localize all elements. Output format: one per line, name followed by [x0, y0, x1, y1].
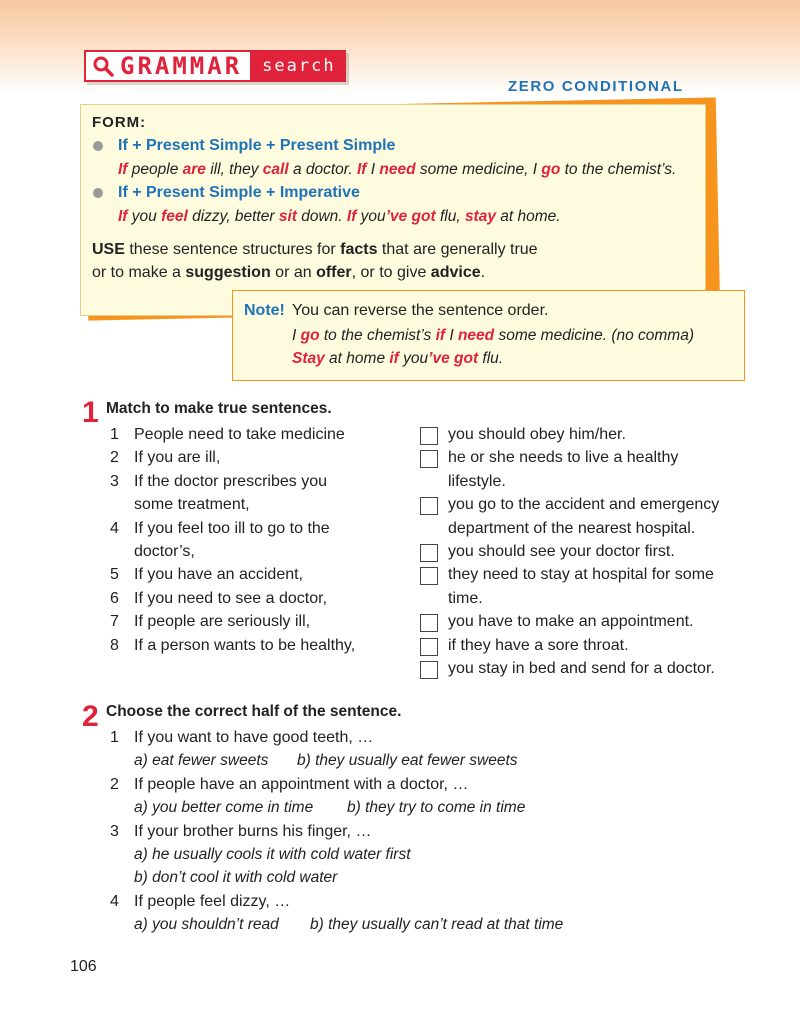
- q1-option-a[interactable]: a) eat fewer sweets: [134, 752, 269, 769]
- exercise-2-title: Choose the correct half of the sentence.: [106, 703, 402, 720]
- ex1-right-line: you should obey him/her.: [448, 426, 626, 443]
- ex1-left-line: If you feel too ill to go to the: [134, 519, 330, 537]
- bullet-1: [93, 141, 103, 151]
- ex1-left-number: 4: [110, 519, 119, 537]
- ex1-right-line: you have to make an appointment.: [448, 613, 694, 631]
- match-checkbox[interactable]: [420, 497, 438, 515]
- text-segment: down.: [296, 208, 347, 225]
- q4-number: 4: [110, 893, 119, 910]
- text-segment: you: [356, 208, 386, 225]
- note-text: You can reverse the sentence order.: [292, 302, 549, 319]
- highlight-word: call: [262, 161, 289, 178]
- ex1-left-line: If a person wants to be healthy,: [134, 636, 356, 654]
- highlight-word: If: [346, 208, 357, 225]
- bold-word: suggestion: [185, 264, 271, 281]
- q2-option-b[interactable]: b) they try to come in time: [347, 799, 526, 816]
- ex1-right-line: you go to the accident and emergency: [448, 496, 720, 514]
- q1-text: If you want to have good teeth, …: [134, 729, 374, 746]
- form-label: FORM:: [92, 114, 147, 131]
- bold-word: offer: [316, 264, 352, 281]
- text-segment: I: [366, 161, 380, 178]
- note-label: Note!: [244, 302, 285, 319]
- exercise-1-number: 1: [82, 396, 99, 429]
- q4-option-b[interactable]: b) they usually can’t read at that time: [310, 916, 564, 933]
- ex1-left-number: 1: [110, 426, 119, 443]
- use-line-1: [92, 238, 538, 261]
- highlight-word: feel: [161, 208, 188, 225]
- grammar-word: GRAMMAR: [120, 52, 243, 80]
- match-checkbox[interactable]: [420, 567, 438, 585]
- match-checkbox[interactable]: [420, 638, 438, 656]
- highlight-word: go: [541, 161, 561, 178]
- magnifier-icon: [92, 55, 114, 77]
- ex1-left-number: 7: [110, 613, 119, 631]
- highlight-word: If: [118, 161, 128, 178]
- highlight-word: sit: [278, 208, 297, 225]
- note-example-1: [292, 327, 694, 345]
- text-segment: ill, they: [205, 161, 263, 178]
- text-segment: or an: [270, 264, 317, 281]
- highlight-word: if: [389, 350, 399, 367]
- q2-text: If people have an appointment with a doctor, …: [134, 776, 469, 793]
- bold-word: USE: [92, 241, 125, 258]
- q3-text: If your brother burns his finger, …: [134, 823, 372, 840]
- text-segment: you: [398, 350, 429, 367]
- page-number: 106: [70, 958, 97, 975]
- highlight-word: are: [182, 161, 206, 178]
- note-example-2: [292, 350, 503, 368]
- ex1-left-line: If people are seriously ill,: [134, 613, 311, 631]
- q1-number: 1: [110, 729, 119, 746]
- grammar-label-box: [84, 50, 252, 82]
- q4-text: If people feel dizzy, …: [134, 893, 291, 910]
- ex1-left-number: 2: [110, 449, 119, 467]
- text-segment: at home: [324, 350, 390, 367]
- ex1-right-line: they need to stay at hospital for some: [448, 566, 714, 584]
- text-segment: dizzy, better: [187, 208, 279, 225]
- q2-option-a[interactable]: a) you better come in time: [134, 799, 314, 816]
- bullet-2: [93, 188, 103, 198]
- text-segment: to the chemist’s.: [560, 161, 677, 178]
- ex1-left-number: 5: [110, 566, 119, 584]
- ex1-right-line: department of the nearest hospital.: [448, 519, 696, 537]
- ex1-left-line: People need to take medicine: [134, 426, 345, 443]
- exercise-1-title: Match to make true sentences.: [106, 400, 332, 417]
- ex1-left-line: If you have an accident,: [134, 566, 303, 584]
- match-checkbox[interactable]: [420, 450, 438, 468]
- ex1-right-line: time.: [448, 589, 483, 607]
- ex1-left-line: some treatment,: [134, 496, 250, 514]
- topic-title: ZERO CONDITIONAL: [508, 78, 684, 95]
- grammar-search-header: [84, 50, 346, 82]
- ex1-left-line: If the doctor prescribes you: [134, 472, 327, 490]
- ex1-left-line: If you are ill,: [134, 449, 221, 467]
- text-segment: at home.: [495, 208, 561, 225]
- use-line-2: [92, 261, 485, 284]
- highlight-word: if: [435, 327, 446, 344]
- q1-option-b[interactable]: b) they usually eat fewer sweets: [297, 752, 518, 769]
- highlight-word: need: [457, 327, 495, 344]
- ex1-left-number: 8: [110, 636, 119, 654]
- match-checkbox[interactable]: [420, 427, 438, 445]
- rule-1-example: [118, 161, 676, 179]
- search-word: search: [252, 50, 345, 82]
- text-segment: I: [445, 327, 458, 344]
- q3-number: 3: [110, 823, 119, 840]
- text-segment: a doctor.: [288, 161, 357, 178]
- text-segment: some medicine. (no comma): [494, 327, 694, 344]
- ex1-right-line: you stay in bed and send for a doctor.: [448, 660, 715, 677]
- ex1-right-line: you should see your doctor first.: [448, 543, 675, 560]
- text-segment: that are generally true: [377, 241, 538, 258]
- highlight-word: ’ve got: [385, 208, 436, 225]
- text-segment: .: [480, 264, 486, 281]
- match-checkbox[interactable]: [420, 614, 438, 632]
- highlight-word: go: [300, 327, 320, 344]
- q3-option-a[interactable]: a) he usually cools it with cold water first: [134, 846, 411, 863]
- exercise-2-number: 2: [82, 700, 99, 733]
- text-segment: , or to give: [351, 264, 431, 281]
- rule-2: If + Present Simple + Imperative: [118, 184, 360, 201]
- text-segment: I: [292, 327, 301, 344]
- highlight-word: ’ve got: [428, 350, 479, 367]
- q4-option-a[interactable]: a) you shouldn’t read: [134, 916, 279, 933]
- text-segment: some medicine, I: [415, 161, 542, 178]
- highlight-word: Stay: [292, 350, 325, 367]
- highlight-word: If: [118, 208, 128, 225]
- q2-number: 2: [110, 776, 119, 793]
- highlight-word: If: [357, 161, 367, 178]
- text-segment: flu,: [435, 208, 465, 225]
- match-checkbox[interactable]: [420, 661, 438, 679]
- ex1-left-number: 3: [110, 472, 119, 490]
- ex1-right-line: if they have a sore throat.: [448, 636, 629, 654]
- text-segment: flu.: [478, 350, 504, 367]
- text-segment: these sentence structures for: [124, 241, 341, 258]
- text-segment: or to make a: [92, 264, 186, 281]
- text-segment: to the chemist’s: [319, 327, 436, 344]
- highlight-word: stay: [464, 208, 496, 225]
- bold-word: advice: [430, 264, 481, 281]
- ex1-left-number: 6: [110, 589, 119, 607]
- text-segment: people: [127, 161, 183, 178]
- text-segment: you: [127, 208, 162, 225]
- ex1-right-line: he or she needs to live a healthy: [448, 449, 679, 467]
- ex1-left-line: If you need to see a doctor,: [134, 589, 328, 607]
- q3-option-b[interactable]: b) don’t cool it with cold water: [134, 869, 338, 886]
- bold-word: facts: [340, 241, 378, 258]
- rule-2-example: [118, 208, 561, 226]
- rule-1: If + Present Simple + Present Simple: [118, 137, 396, 154]
- match-checkbox[interactable]: [420, 544, 438, 562]
- ex1-left-line: doctor’s,: [134, 543, 195, 560]
- highlight-word: need: [379, 161, 416, 178]
- ex1-right-line: lifestyle.: [448, 472, 506, 490]
